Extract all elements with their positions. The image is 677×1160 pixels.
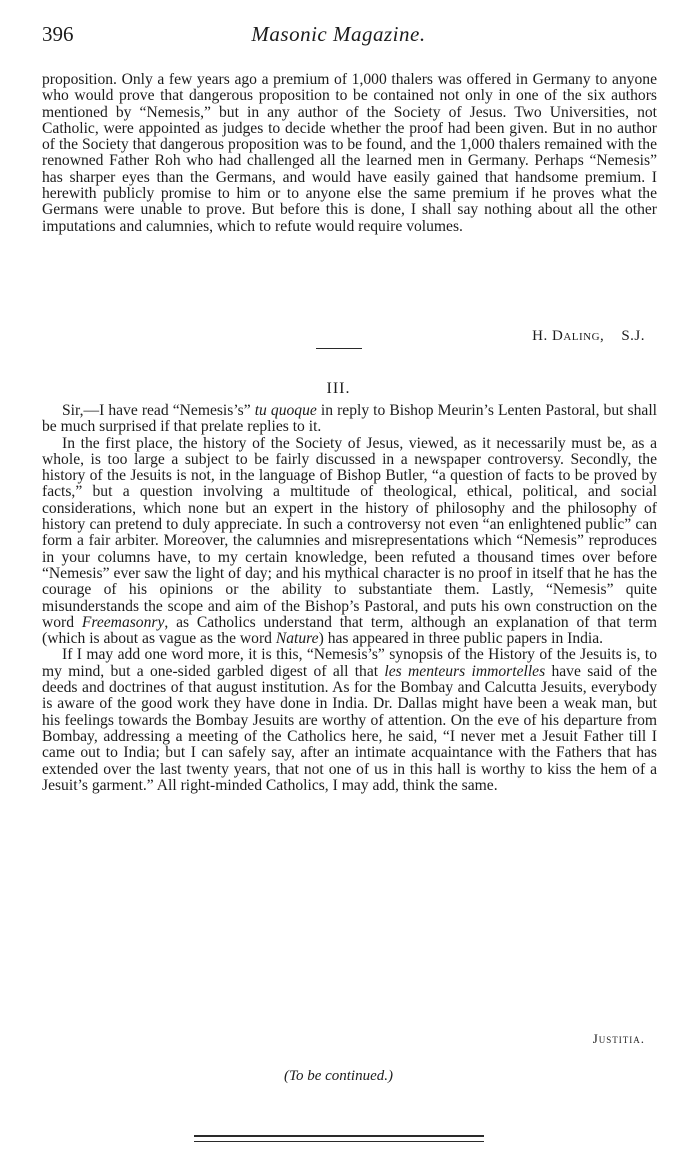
section-divider	[316, 348, 362, 349]
paragraph	[42, 436, 657, 648]
italic-phrase: les menteurs immortelles	[384, 662, 546, 680]
signature-justitia: Justitia.	[592, 1031, 645, 1046]
signature-daling	[532, 328, 645, 345]
text-run: in reply to Bishop Meurin’s Lenten Pastoral, but shall be much surprised if that prelate replies to it.	[42, 402, 657, 436]
italic-phrase: tu quoque	[254, 402, 317, 419]
text-run: In the first place, the history of the Society of Jesus, viewed, as it necessarily must be, as a whole, is too large a subject to be fairly discussed in a newspaper controversy. Secondly, the history of the Jesuits is not, in the language of Bishop Butler, “a question of facts to be proved by facts,” but a question involving a multitude of theological, ethical, political, and social considerations, which none but an expert in the history of philosophy and the philosophy of history can pretend to duly appreciate. In such a controversy not even “an enlightened public” can form a fair arbiter. Moreover, the calumnies and misrepresentations which “Nemesis” reproduces in your columns have, to my certain knowledge, been refuted a thousand times over before “Nemesis” ever saw the light of day; and his mythical character is no proof in itself that he has the courage of his opinions or the ability to substantiate them. Lastly, “Nemesis” quite misunderstands the scope and aim of the Bishop’s Pastoral, and puts his own construction on the word	[42, 434, 657, 631]
signature-name: H. Daling,	[532, 328, 605, 344]
section-numeral: III.	[326, 380, 351, 397]
text-run: Sir,—I have read “Nemesis’s”	[62, 402, 255, 419]
running-title: Masonic Magazine.	[251, 22, 426, 46]
page-header	[42, 22, 635, 52]
italic-phrase: Nature	[275, 630, 319, 648]
text-run: If I may add one word more, it is this, “Nemesis’s” synopsis of the History of the Jesuits is, to my mind, but a one-sided garbled digest of all that	[42, 646, 657, 680]
end-rule	[194, 1135, 484, 1137]
page-number: 396	[42, 22, 74, 46]
paragraph: proposition. Only a few years ago a premium of 1,000 thalers was offered in Germany to anyone who would prove that dangerous proposition to be contained not only in one of the six authors mentioned by “Nemesis,” but in any author of the Society of Jesus. Two Universities, not Catholic, were appointed as judges to decide whether the proof had been given. But in no author of the Society that dangerous proposition was to be found, and the 1,000 thalers remained with the renowned Father Roh who had challenged all the learned men in Germany. Perhaps “Nemesis” has sharper eyes than the Germans, and would have easily gained that handsome premium. I herewith publicly promise to him or to anyone else the same premium if he proves what the Germans were unable to prove. But before this is done, I shall say nothing about all the other imputations and calumnies, which to refute would require volumes.	[42, 71, 657, 235]
paragraph	[42, 403, 657, 436]
continued-note: (To be continued.)	[283, 1068, 393, 1084]
text-run: , as Catholics understand that term, although an explanation of that term (which is about as vague as the word	[42, 613, 657, 648]
section-ii-text	[42, 72, 657, 235]
end-rule	[194, 1141, 484, 1142]
text-run: ) has appeared in three public papers in India.	[318, 630, 604, 648]
paragraph	[42, 647, 657, 794]
section-iii-text	[42, 403, 657, 794]
text-run: have said of the deeds and doctrines of that august institution. As for the Bombay and Calcutta Jesuits, everybody is aware of the good work they have done in India. Dr. Dallas might have been a weak man, but his feelings towards the Bombay Jesuits are worthy of attention. On the eve of his departure from Bombay, addressing a meeting of the Catholics here, he said, “I never met a Jesuit Father till I came out to India; but I can safely say, after an intimate acquaintance with the Fathers that has extended over the last twenty years, that not one of us in this hall is worthy to kiss the hem of a Jesuit’s garment.” All right-minded Catholics, I may add, think the same.	[42, 662, 657, 794]
italic-phrase: Freemasonry	[81, 613, 165, 631]
signature-order: S.J.	[621, 328, 645, 344]
